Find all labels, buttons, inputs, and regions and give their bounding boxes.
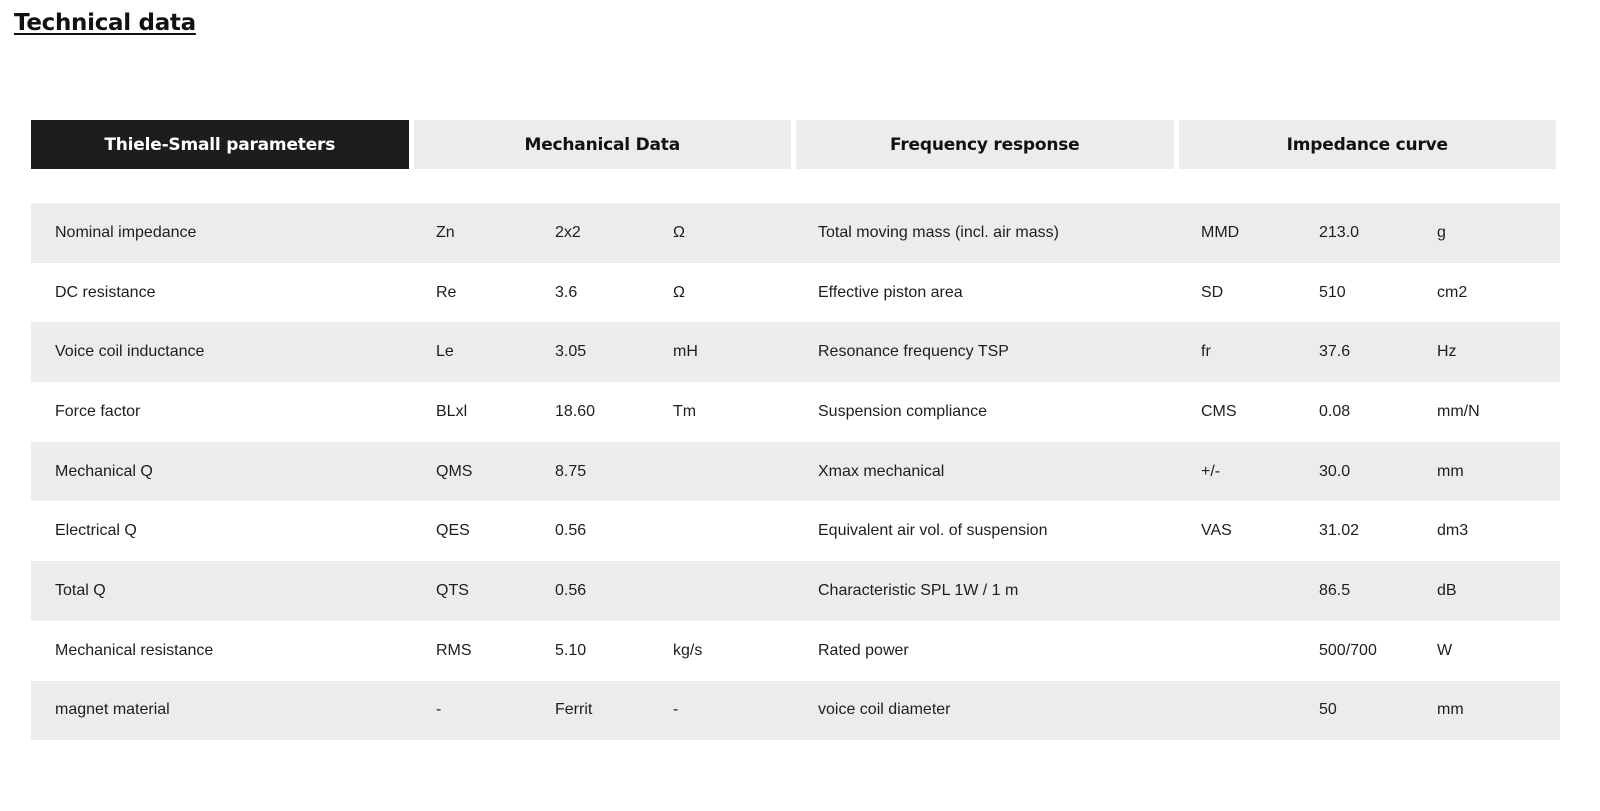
parameter-value: 37.6	[1319, 343, 1351, 361]
parameter-value: 86.5	[1319, 581, 1351, 599]
parameter-unit: Hz	[1437, 343, 1457, 361]
parameter-unit: mm/N	[1437, 402, 1480, 420]
page-title: Technical data	[14, 10, 196, 36]
parameter-symbol: QTS	[436, 581, 469, 599]
parameter-value: 2x2	[555, 223, 581, 241]
parameter-symbol	[1201, 621, 1319, 681]
table-row	[31, 263, 1560, 323]
parameter-unit	[673, 501, 818, 561]
parameter-symbol: fr	[1201, 343, 1211, 361]
parameter-label: Nominal impedance	[55, 223, 197, 241]
parameter-unit: kg/s	[673, 641, 703, 659]
table-row	[31, 681, 1560, 741]
parameter-label: Voice coil inductance	[55, 343, 205, 361]
parameter-value: 500/700	[1319, 641, 1377, 659]
parameter-symbol: QMS	[436, 462, 473, 480]
table-row	[31, 621, 1560, 681]
parameter-symbol: MMD	[1201, 223, 1240, 241]
tab-impedance-curve[interactable]: Impedance curve	[1179, 120, 1557, 169]
parameter-label: Effective piston area	[818, 283, 963, 301]
parameter-symbol: RMS	[436, 641, 472, 659]
parameter-label: Mechanical Q	[55, 462, 153, 480]
parameter-value: 3.05	[555, 343, 587, 361]
parameter-symbol: Re	[436, 283, 457, 301]
parameter-symbol: VAS	[1201, 522, 1232, 540]
parameter-symbol: CMS	[1201, 402, 1237, 420]
parameter-unit: Ω	[673, 283, 685, 301]
tab-mechanical-data[interactable]: Mechanical Data	[414, 120, 792, 169]
parameter-symbol: Le	[436, 343, 454, 361]
parameter-symbol	[1201, 681, 1319, 741]
parameter-unit: g	[1437, 223, 1446, 241]
table-row	[31, 322, 1560, 382]
parameter-symbol	[1201, 561, 1319, 621]
table-row	[31, 561, 1560, 621]
parameter-label: Equivalent air vol. of suspension	[818, 522, 1048, 540]
parameter-unit: mH	[673, 343, 698, 361]
parameter-value: 0.56	[555, 522, 587, 540]
parameter-label: Total Q	[55, 581, 106, 599]
parameter-value: 510	[1319, 283, 1346, 301]
parameter-label: magnet material	[55, 701, 170, 719]
parameter-value: 3.6	[555, 283, 578, 301]
parameter-unit	[673, 561, 818, 621]
parameter-unit: cm2	[1437, 283, 1468, 301]
parameter-label: Rated power	[818, 641, 909, 659]
parameter-unit	[673, 442, 818, 502]
parameter-label: Total moving mass (incl. air mass)	[818, 223, 1059, 241]
tab-bar	[31, 120, 1556, 169]
parameter-unit: -	[673, 701, 679, 719]
parameter-value: 5.10	[555, 641, 587, 659]
parameter-label: Resonance frequency TSP	[818, 343, 1009, 361]
parameter-unit: Ω	[673, 223, 685, 241]
parameter-label: DC resistance	[55, 283, 156, 301]
table-row	[31, 203, 1560, 263]
parameter-symbol: Zn	[436, 223, 455, 241]
table-row	[31, 382, 1560, 442]
parameter-unit: Tm	[673, 402, 697, 420]
parameter-label: Mechanical resistance	[55, 641, 214, 659]
parameter-value: 0.08	[1319, 402, 1351, 420]
parameter-symbol: BLxl	[436, 402, 468, 420]
tab-thiele-small-parameters[interactable]: Thiele-Small parameters	[31, 120, 409, 169]
parameter-label: Xmax mechanical	[818, 462, 945, 480]
parameter-value: 18.60	[555, 402, 596, 420]
parameter-symbol: -	[436, 701, 442, 719]
table-row	[31, 442, 1560, 502]
parameter-value: 8.75	[555, 462, 587, 480]
parameter-value: Ferrit	[555, 701, 593, 719]
parameter-value: 0.56	[555, 581, 587, 599]
parameter-symbol: SD	[1201, 283, 1224, 301]
parameter-symbol: QES	[436, 522, 470, 540]
parameter-unit: dm3	[1437, 522, 1469, 540]
parameter-value: 50	[1319, 701, 1337, 719]
parameter-label: Suspension compliance	[818, 402, 987, 420]
parameter-unit: mm	[1437, 701, 1464, 719]
parameter-label: Characteristic SPL 1W / 1 m	[818, 581, 1019, 599]
parameter-value: 213.0	[1319, 223, 1360, 241]
parameters-table	[31, 203, 1560, 740]
parameter-value: 31.02	[1319, 522, 1360, 540]
parameter-value: 30.0	[1319, 462, 1351, 480]
parameter-unit: mm	[1437, 462, 1464, 480]
table-row	[31, 501, 1560, 561]
parameter-label: Electrical Q	[55, 522, 137, 540]
parameter-label: voice coil diameter	[818, 701, 951, 719]
tab-frequency-response[interactable]: Frequency response	[796, 120, 1174, 169]
parameter-unit: dB	[1437, 581, 1457, 599]
parameter-symbol: +/-	[1201, 462, 1221, 480]
parameter-label: Force factor	[55, 402, 141, 420]
parameter-unit: W	[1437, 641, 1453, 659]
